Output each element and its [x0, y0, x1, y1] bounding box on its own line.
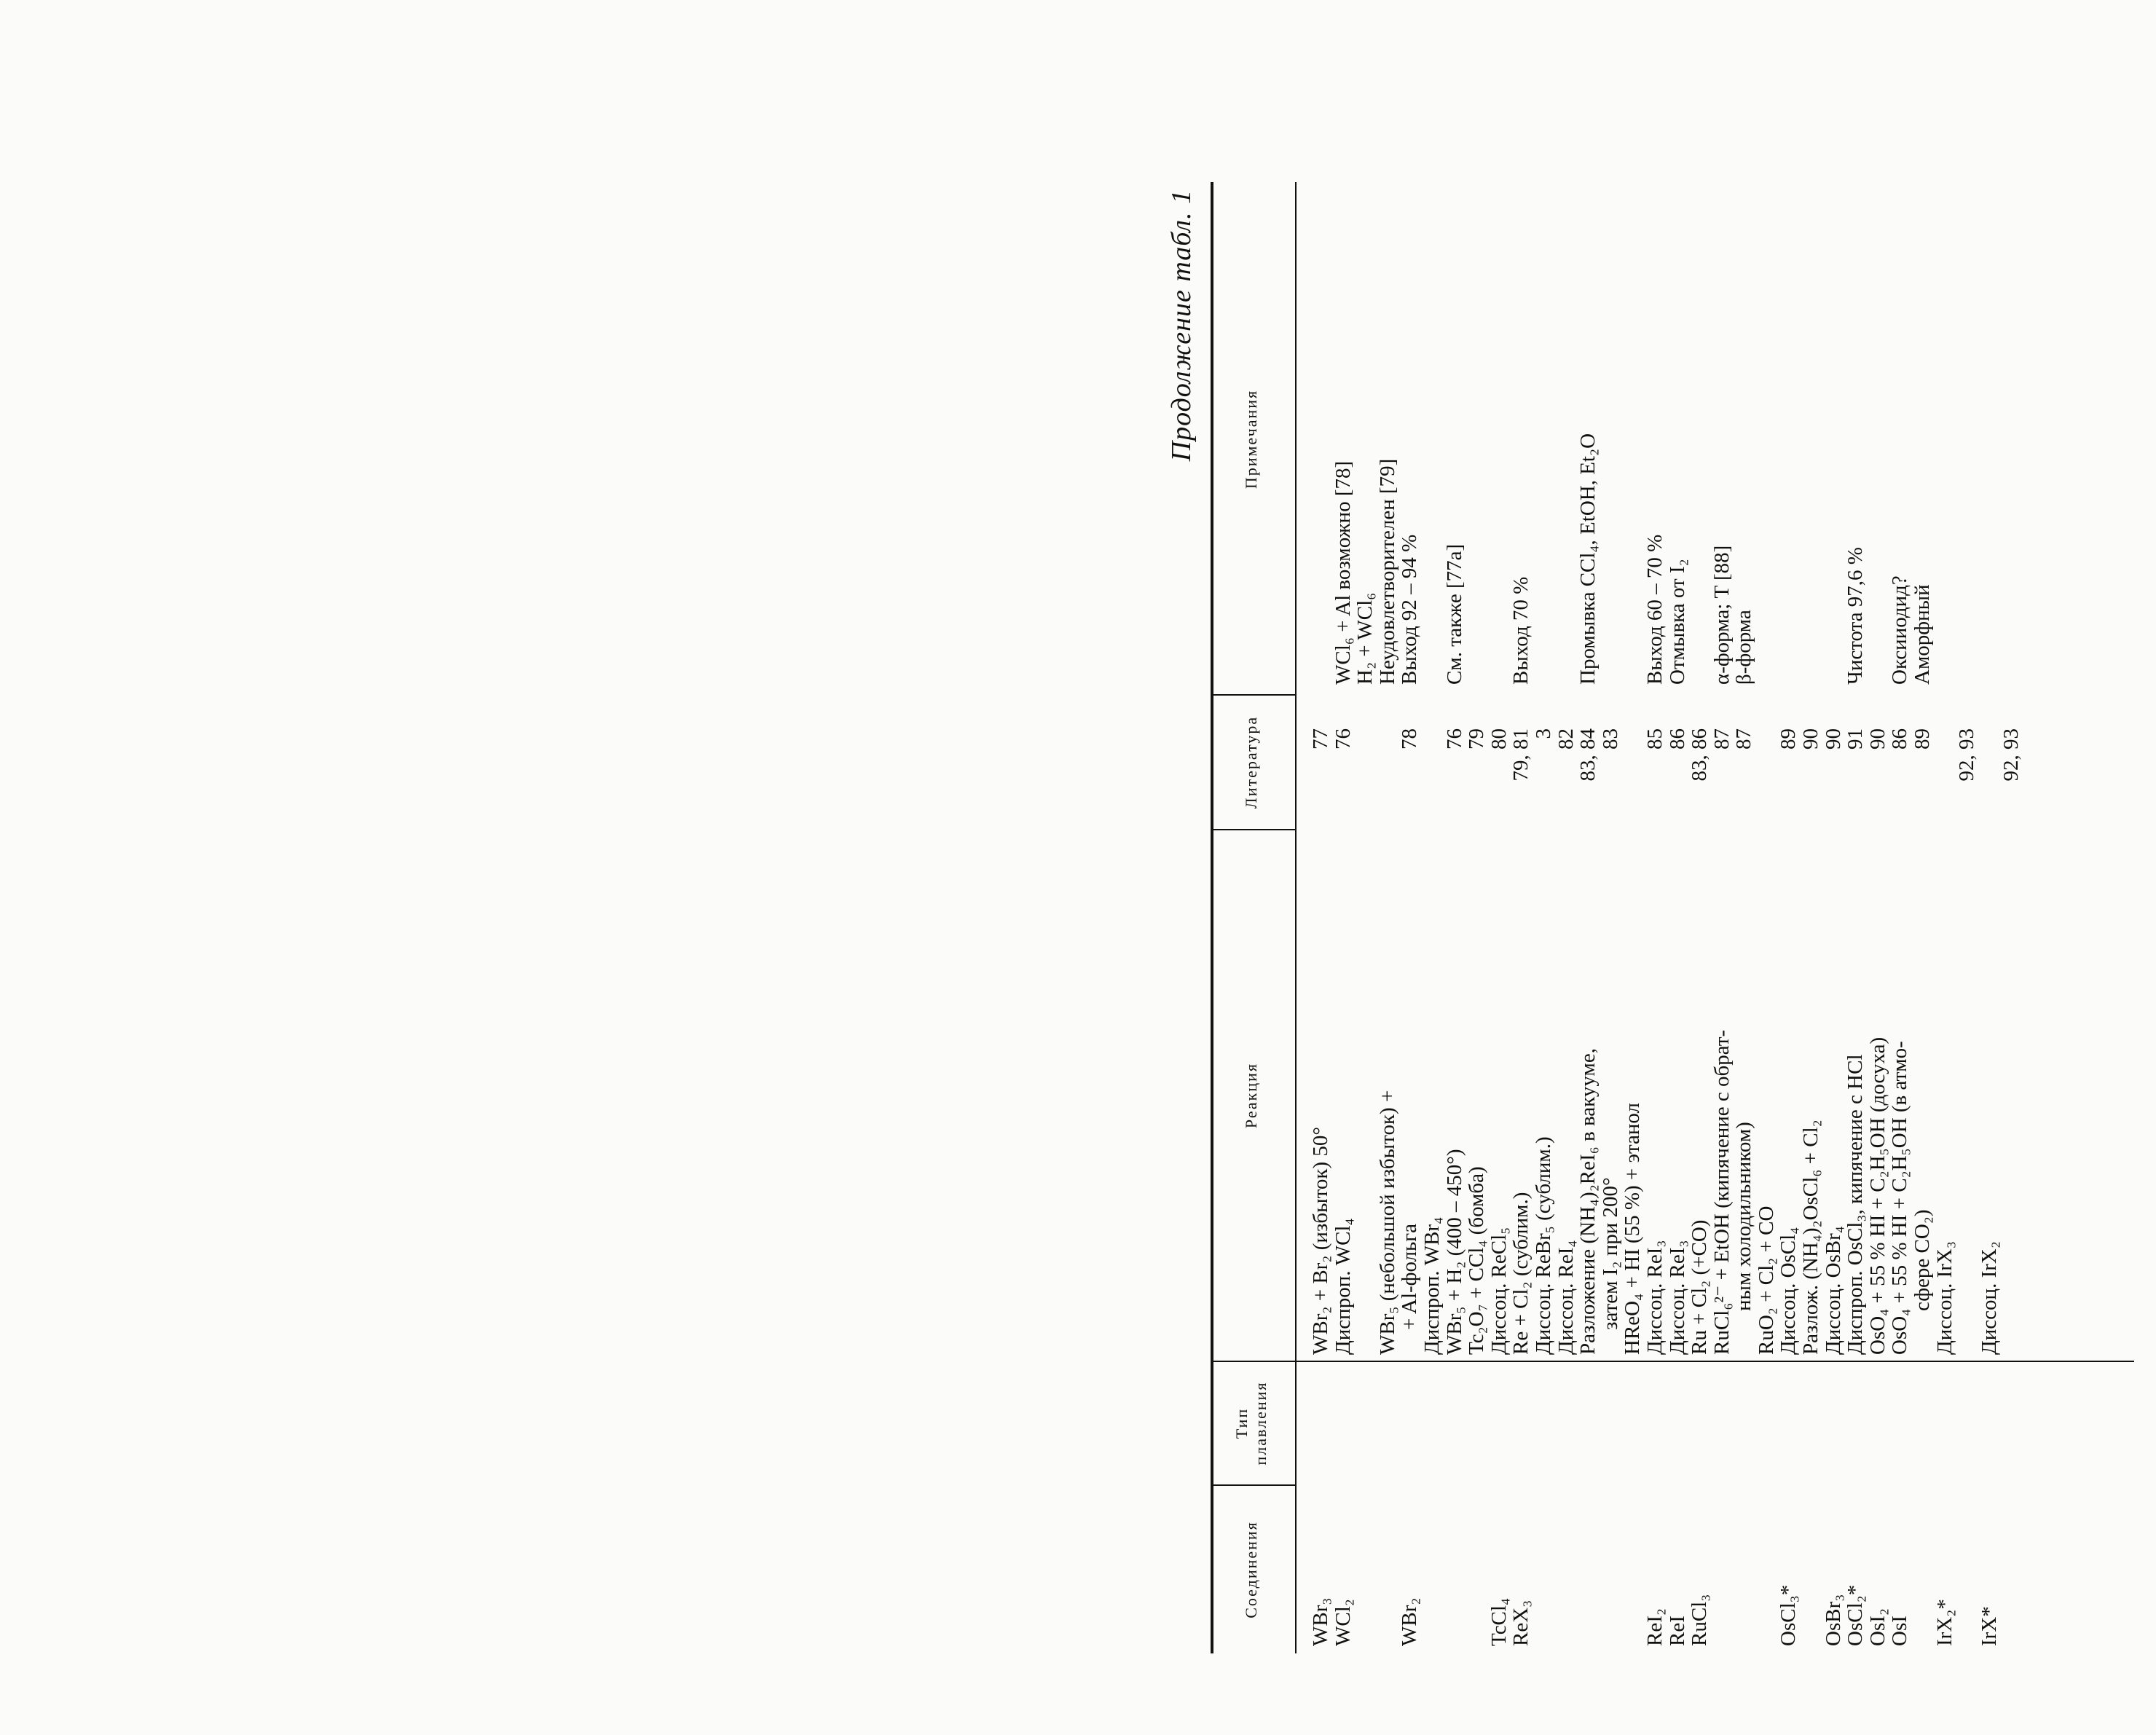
compound-cell: WBr₂	[1398, 1597, 1422, 1646]
compound-cell	[1444, 1486, 1466, 1646]
note-cell: Промывка CCl₄, EtOH, Et₂O	[1576, 433, 1600, 685]
compound-cell: OsBr₃	[1821, 1594, 1845, 1646]
literature-cell: 90	[1821, 728, 1845, 750]
header-bottom-rule	[1295, 182, 1297, 1653]
note-cell	[1310, 182, 1332, 685]
note-cell	[1488, 182, 1511, 685]
literature-cell: 87	[1710, 728, 1734, 750]
note-cell	[1800, 182, 1822, 685]
reaction-column	[1310, 830, 2000, 1355]
literature-cell	[1755, 728, 1778, 823]
compound-cell	[1421, 1486, 1444, 1646]
reaction-cell: Диссоц. ReI₃	[1642, 1240, 1667, 1355]
compound-cell	[1465, 1486, 1488, 1646]
literature-cell: 83, 86	[1688, 728, 1712, 782]
reaction-cell: Диссоц. ReI₄	[1554, 1240, 1578, 1355]
reaction-cell: Диспроп. WBr₄	[1420, 1216, 1444, 1355]
reaction-cell: Ru + Cl₂ (+CO)	[1688, 1219, 1712, 1355]
compound-cell	[1711, 1486, 1734, 1646]
note-cell: α-форма; T [88]	[1710, 545, 1734, 685]
literature-cell	[1354, 728, 1377, 823]
compound-cell: OsI	[1888, 1616, 1912, 1646]
reaction-cell: Tc₂O₇ + CCl₄ (бомба)	[1465, 1166, 1489, 1355]
reaction-cell: Диссоц. ReI₃	[1665, 1240, 1689, 1355]
compound-cell: WCl₂	[1331, 1599, 1355, 1646]
note-cell	[1755, 182, 1778, 685]
note-cell: Выход 60 – 70 %	[1642, 534, 1667, 685]
reaction-cell: WBr₅ + H₂ (400 – 450°)	[1442, 1149, 1466, 1355]
compound-column	[1310, 1486, 2000, 1646]
literature-cell: 80	[1487, 728, 1511, 750]
literature-cell: 76	[1331, 728, 1355, 750]
compound-cell: TcCl₄	[1487, 1597, 1511, 1646]
compound-cell	[1911, 1486, 1934, 1646]
literature-cell	[1421, 728, 1444, 823]
compound-cell: IrX*	[1977, 1606, 2001, 1646]
compound-cell	[1577, 1486, 1600, 1646]
literature-cell: 87	[1732, 728, 1756, 750]
literature-column	[1310, 699, 2023, 823]
literature-cell: 89	[1911, 728, 1935, 750]
reaction-cell: OsO₄ + 55 % HI + C₂H₅OH (досуха)	[1865, 1036, 1889, 1355]
header-notes: Примечания	[1242, 389, 1260, 489]
literature-cell: 89	[1777, 728, 1801, 750]
note-cell: β-форма	[1732, 610, 1756, 685]
reaction-cell	[1354, 830, 1377, 1355]
note-cell: Чистота 97,6 %	[1844, 547, 1868, 685]
note-cell	[1533, 182, 1555, 685]
compound-cell	[1354, 1486, 1377, 1646]
note-cell: Неудовлетворителен [79]	[1375, 458, 1399, 685]
reaction-cell: + Al-фольга	[1398, 1223, 1422, 1330]
notes-column	[1310, 182, 1934, 685]
reaction-cell: Диссоц. IrX₂	[1977, 1241, 2001, 1355]
literature-cell: 83, 84	[1576, 728, 1600, 782]
note-cell	[1688, 182, 1711, 685]
reaction-cell: Диспроп. OsCl₃, кипячение с HCl	[1844, 1054, 1868, 1355]
literature-cell: 90	[1865, 728, 1889, 750]
reaction-cell: RuO₂ + Cl₂ + CO	[1754, 1205, 1778, 1355]
header-literature: Литература	[1242, 715, 1260, 809]
note-cell	[1822, 182, 1845, 685]
literature-cell: 78	[1398, 728, 1422, 750]
reaction-cell: OsO₄ + 55 % HI + C₂H₅OH (в атмо-	[1888, 1041, 1912, 1355]
note-cell: Выход 70 %	[1509, 576, 1533, 685]
reaction-cell: WBr₂ + Br₂ (избыток) 50°	[1309, 1127, 1332, 1355]
note-cell: Отмывка от I₂	[1665, 559, 1689, 685]
literature-cell: 82	[1554, 728, 1578, 750]
reaction-cell: Диссоц. ReBr₅ (сублим.)	[1531, 1136, 1555, 1355]
note-cell	[1555, 182, 1578, 685]
reaction-cell: RuCl₆²⁻ + EtOH (кипячение с обрат-	[1710, 1029, 1734, 1355]
reaction-cell: затем I₂ при 200°	[1598, 1177, 1622, 1330]
note-cell	[1867, 182, 1889, 685]
literature-cell: 3	[1531, 728, 1555, 739]
literature-cell: 76	[1442, 728, 1466, 750]
header-reaction: Реакция	[1242, 1062, 1260, 1129]
note-cell	[1600, 182, 1622, 685]
reaction-cell: Re + Cl₂ (сублим.)	[1509, 1192, 1533, 1355]
note-cell	[1777, 182, 1800, 685]
literature-cell: 92, 93	[1999, 728, 2023, 782]
reaction-cell: Разлож. (NH₄)₂OsCl₆ + Cl₂	[1799, 1120, 1823, 1355]
col-divider-2	[1212, 1361, 2134, 1362]
literature-cell	[1377, 728, 1399, 823]
compound-cell: OsCl₂*	[1844, 1584, 1868, 1646]
compound-cell	[1956, 1486, 1978, 1646]
note-cell	[1421, 182, 1444, 685]
header-melting-type: Тип плавления	[1232, 1381, 1270, 1465]
reaction-cell: Диссоц. IrX₃	[1932, 1241, 1956, 1355]
header-compound: Соединения	[1242, 1521, 1260, 1618]
reaction-cell	[1956, 830, 1978, 1355]
note-cell	[1621, 182, 1644, 685]
compound-cell: OsCl₃*	[1777, 1584, 1801, 1646]
note-cell: Выход 92 – 94 %	[1398, 534, 1422, 685]
literature-cell: 90	[1799, 728, 1823, 750]
literature-cell: 79	[1465, 728, 1489, 750]
note-cell	[1465, 182, 1488, 685]
literature-cell: 86	[1665, 728, 1689, 750]
compound-cell: RuCl₃	[1688, 1594, 1712, 1646]
compound-cell: OsI₂	[1865, 1608, 1889, 1646]
compound-cell	[1377, 1486, 1399, 1646]
literature-cell: 83	[1598, 728, 1622, 750]
reaction-cell: Диспроп. WCl₄	[1331, 1218, 1355, 1355]
compound-cell: ReI	[1665, 1616, 1689, 1646]
table-top-rule	[1211, 182, 1213, 1653]
compound-cell: ReI₂	[1642, 1608, 1667, 1646]
literature-cell	[1978, 728, 2001, 823]
literature-cell	[1621, 728, 1644, 823]
reaction-cell: HReO₄ + HI (55 %) + этанол	[1621, 1103, 1645, 1355]
compound-cell	[1733, 1486, 1755, 1646]
reaction-cell: Диссоц. ReCl₅	[1487, 1227, 1511, 1355]
literature-cell: 77	[1309, 728, 1332, 750]
compound-cell: IrX₂*	[1932, 1599, 1956, 1646]
literature-cell: 92, 93	[1955, 728, 1979, 782]
reaction-cell: Диссоц. OsBr₄	[1821, 1226, 1845, 1355]
compound-cell	[1533, 1486, 1555, 1646]
note-cell: H₂ + WCl₆	[1353, 592, 1377, 685]
reaction-cell: WBr₅ (небольшой избыток) +	[1375, 1090, 1399, 1355]
compound-cell: WBr₃	[1309, 1597, 1332, 1646]
rotated-page	[1165, 168, 2156, 1668]
note-cell: WCl₆ + Al возможно [78]	[1331, 460, 1355, 685]
compound-cell	[1755, 1486, 1778, 1646]
page-title: Продолжение табл. 1	[1166, 189, 1197, 462]
reaction-cell: сфере CO₂)	[1911, 1209, 1935, 1311]
literature-cell: 79, 81	[1509, 728, 1533, 782]
compound-cell	[1555, 1486, 1578, 1646]
literature-cell: 85	[1642, 728, 1667, 750]
reaction-cell: ным холодильником)	[1732, 1122, 1756, 1311]
compound-cell	[1621, 1486, 1644, 1646]
note-cell: Оксииодид?	[1888, 575, 1912, 685]
note-cell: Аморфный	[1911, 584, 1935, 685]
literature-cell: 91	[1844, 728, 1868, 750]
note-cell: См. также [77а]	[1442, 543, 1466, 685]
literature-cell	[1934, 728, 1956, 823]
compound-cell	[1600, 1486, 1622, 1646]
compound-cell	[1800, 1486, 1822, 1646]
reaction-cell: Диссоц. OsCl₄	[1777, 1227, 1801, 1355]
reaction-cell: Разложение (NH₄)₂ReI₆ в вакууме,	[1576, 1048, 1600, 1355]
literature-cell: 86	[1888, 728, 1912, 750]
compound-cell: ReX₃	[1509, 1600, 1533, 1646]
